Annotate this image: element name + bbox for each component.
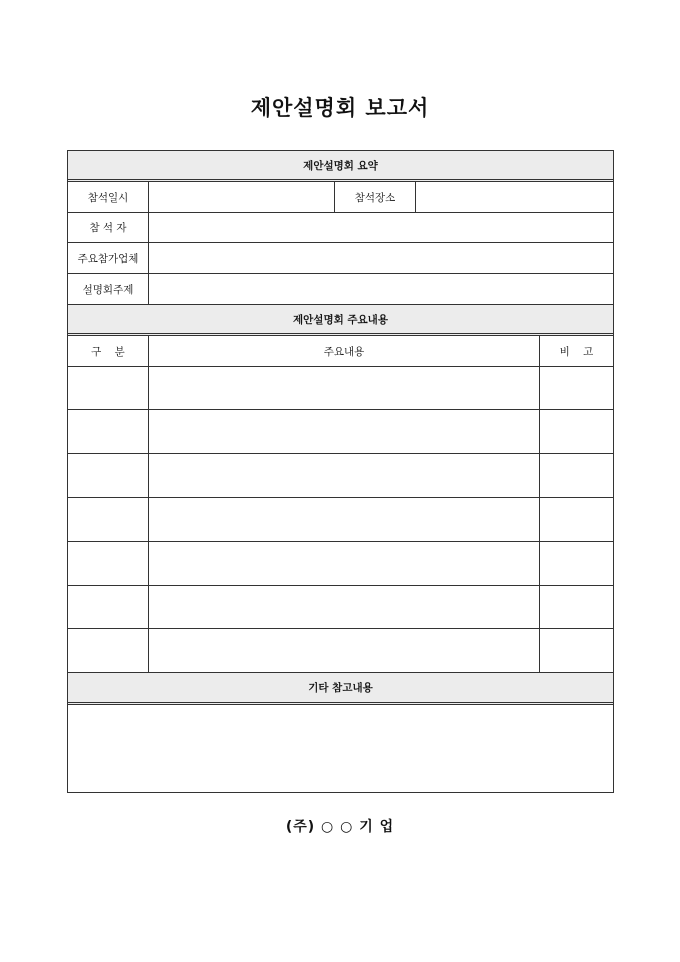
page-title: 제안설명회 보고서 <box>250 96 430 120</box>
date-place-row <box>68 182 613 213</box>
summary-header: 제안설명회 요약 <box>68 151 613 182</box>
attendees-field[interactable] <box>149 213 613 242</box>
companies-label: 주요참가업체 <box>68 243 149 273</box>
table-row <box>68 629 613 673</box>
date-field[interactable] <box>149 182 335 212</box>
category-cell[interactable] <box>68 498 149 541</box>
main-content-cell[interactable] <box>149 498 540 541</box>
main-content-cell[interactable] <box>149 542 540 585</box>
main-content-cell[interactable] <box>149 586 540 628</box>
col-remarks-header: 비 고 <box>559 345 594 358</box>
companies-row <box>68 243 613 274</box>
col-main-header: 주요내용 <box>149 336 540 366</box>
category-cell[interactable] <box>68 410 149 453</box>
table-row <box>68 367 613 410</box>
main-content-cell[interactable] <box>149 629 540 672</box>
category-cell[interactable] <box>68 586 149 628</box>
remarks-cell[interactable] <box>540 410 613 453</box>
other-header: 기타 참고내용 <box>68 673 613 705</box>
topic-row <box>68 274 613 305</box>
remarks-cell[interactable] <box>540 629 613 672</box>
content-header: 제안설명회 주요내용 <box>68 305 613 336</box>
report-form <box>67 150 614 793</box>
place-label: 참석장소 <box>335 182 416 212</box>
remarks-cell[interactable] <box>540 498 613 541</box>
main-content-cell[interactable] <box>149 367 540 409</box>
companies-field[interactable] <box>149 243 613 273</box>
remarks-cell[interactable] <box>540 586 613 628</box>
remarks-cell[interactable] <box>540 454 613 497</box>
table-row <box>68 410 613 454</box>
table-row <box>68 586 613 629</box>
col-category-header: 구 분 <box>68 336 149 366</box>
topic-field[interactable] <box>149 274 613 304</box>
attendees-row <box>68 213 613 243</box>
category-cell[interactable] <box>68 629 149 672</box>
table-row <box>68 542 613 586</box>
attendees-label: 참 석 자 <box>68 213 149 242</box>
main-content-cell[interactable] <box>149 410 540 453</box>
table-row <box>68 498 613 542</box>
category-cell[interactable] <box>68 367 149 409</box>
category-cell[interactable] <box>68 542 149 585</box>
company-name: (주) ○ ○ 기 업 <box>285 819 395 835</box>
remarks-cell[interactable] <box>540 367 613 409</box>
other-notes-field[interactable] <box>68 705 613 792</box>
category-cell[interactable] <box>68 454 149 497</box>
table-row <box>68 454 613 498</box>
content-column-headers <box>68 336 613 367</box>
topic-label: 설명회주제 <box>68 274 149 304</box>
place-field[interactable] <box>416 182 613 212</box>
date-label: 참석일시 <box>68 182 149 212</box>
main-content-cell[interactable] <box>149 454 540 497</box>
remarks-cell[interactable] <box>540 542 613 585</box>
